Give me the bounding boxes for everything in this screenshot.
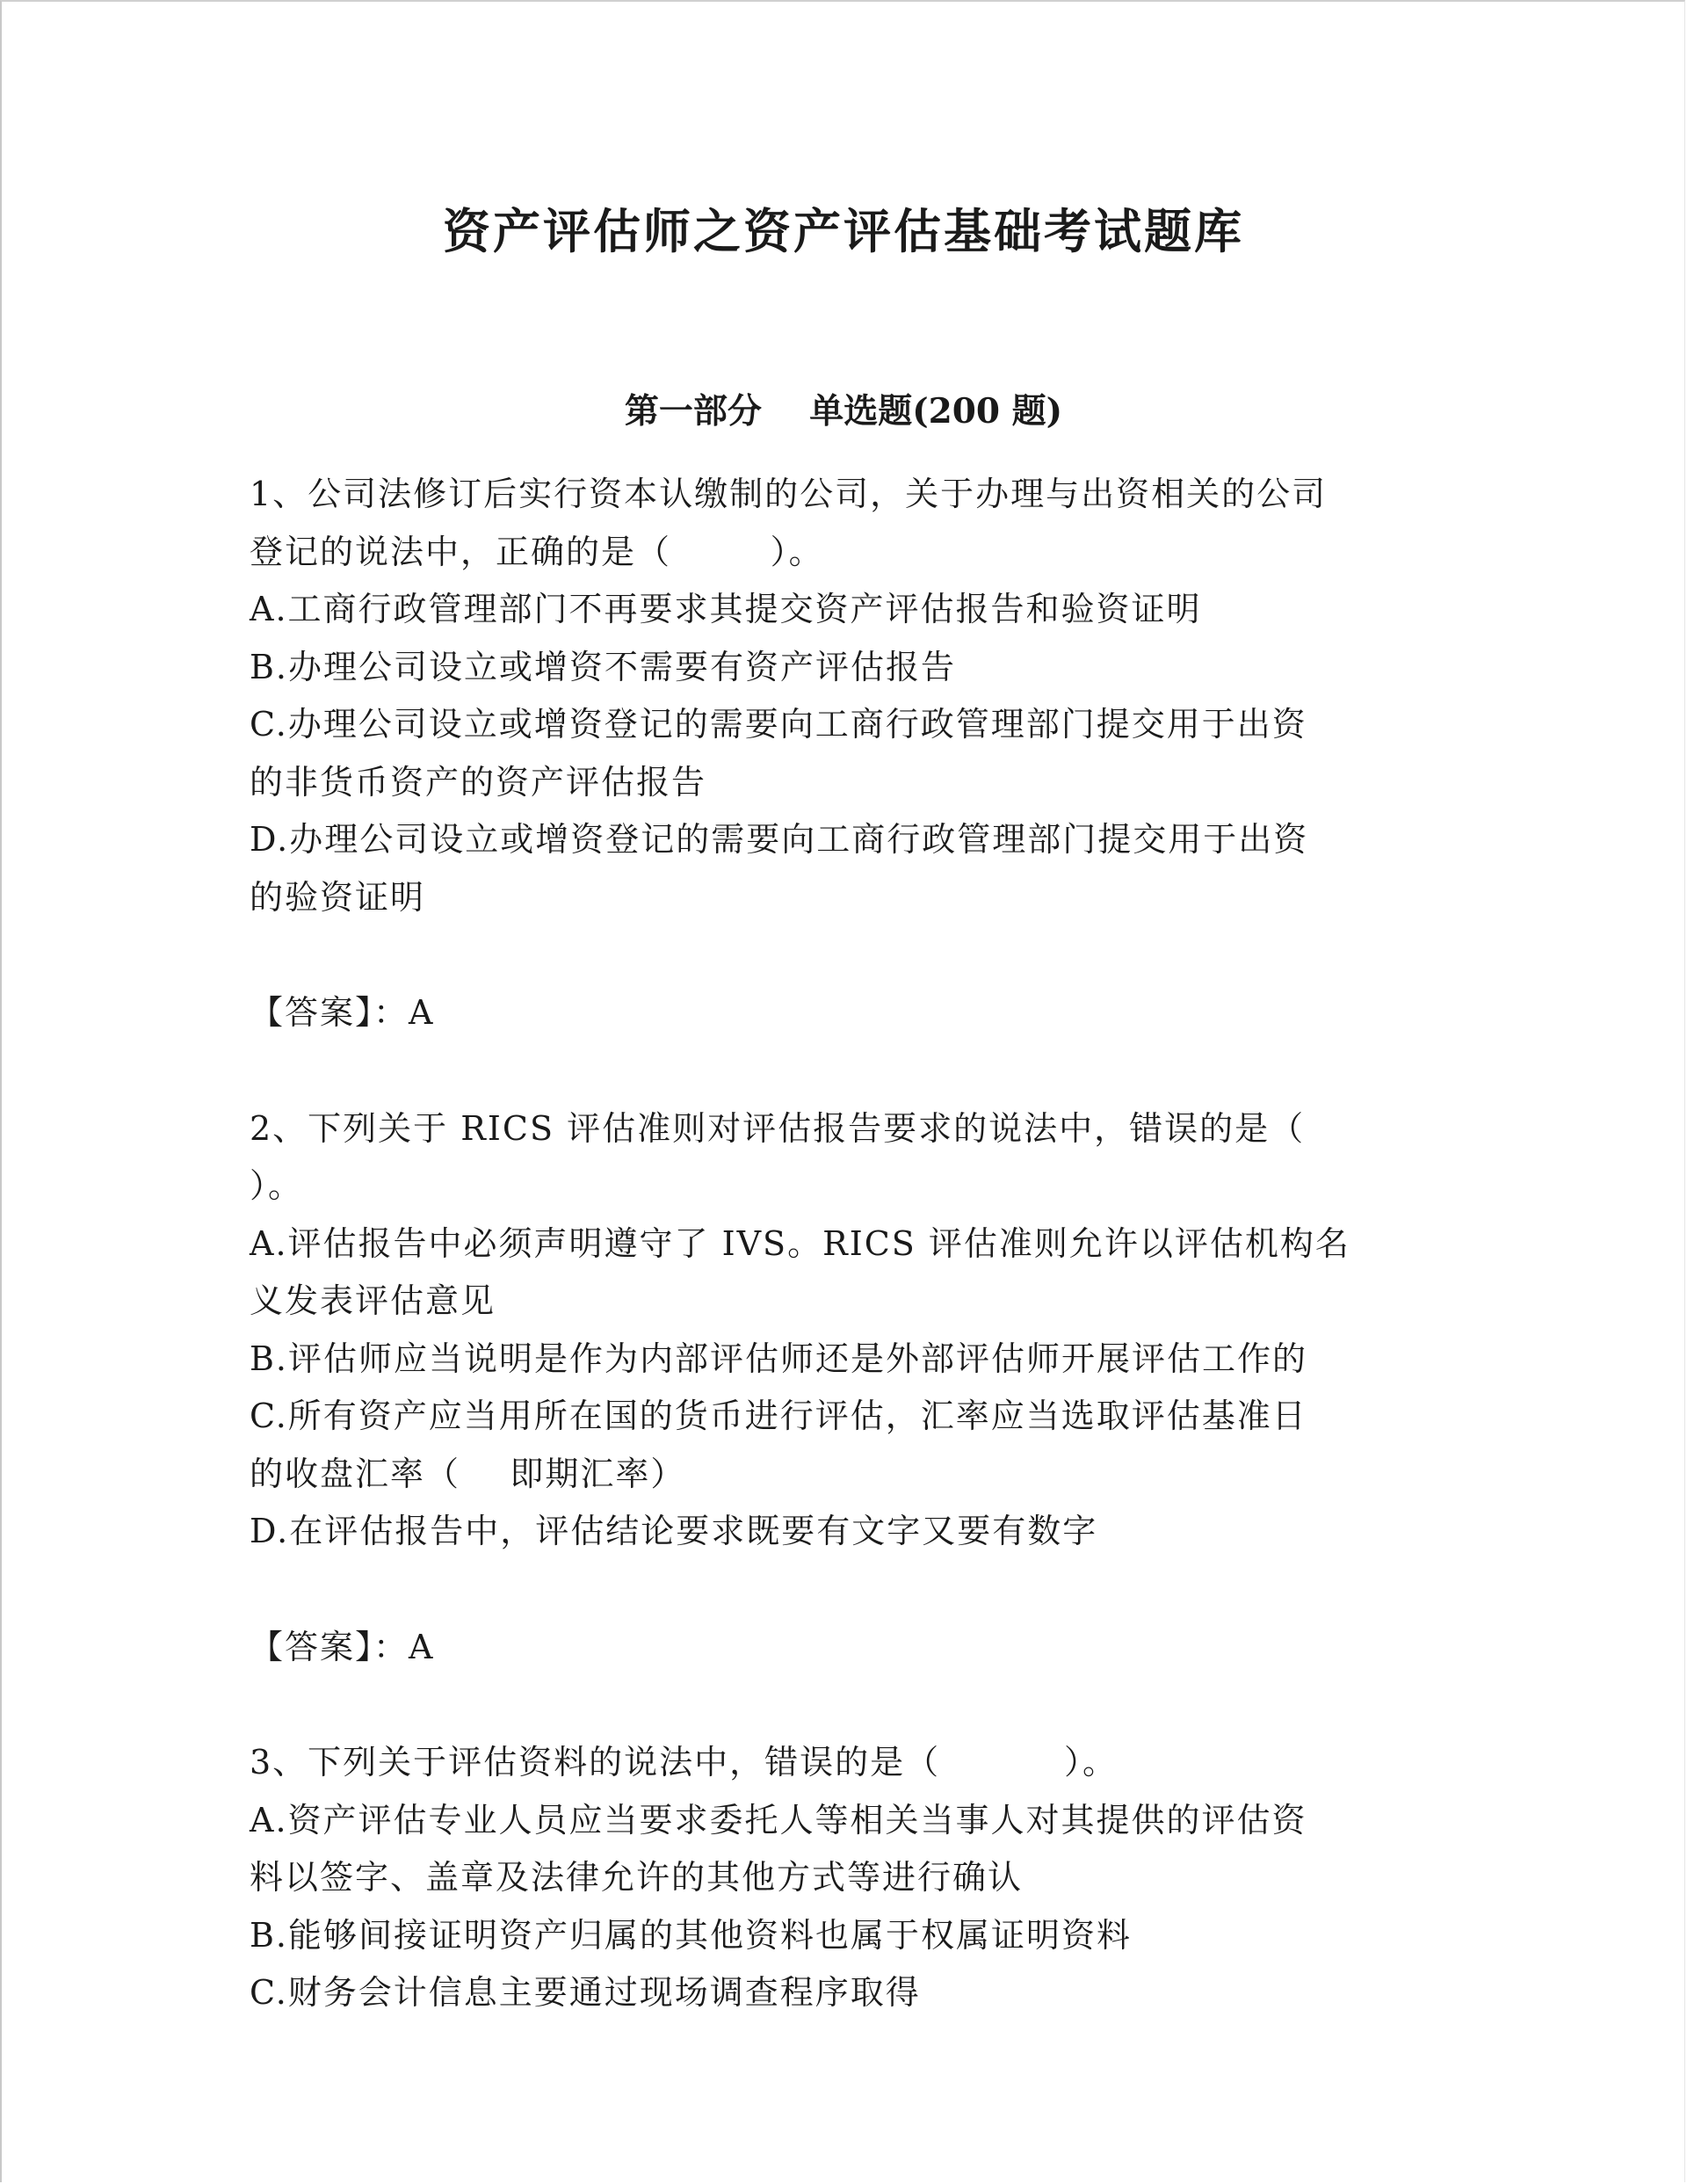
option-line: D.在评估报告中，评估结论要求既要有文字又要有数字 <box>250 1512 1098 1550</box>
option-line: D.办理公司设立或增资登记的需要向工商行政管理部门提交用于出资 <box>250 820 1309 859</box>
option-line: 的收盘汇率（ 即期汇率） <box>250 1454 686 1493</box>
option-line: C.所有资产应当用所在国的货币进行评估，汇率应当选取评估基准日 <box>250 1397 1307 1435</box>
option-line: A.工商行政管理部门不再要求其提交资产评估报告和验资证明 <box>250 590 1202 628</box>
spacer <box>250 1676 1444 1734</box>
option-line: B.能够间接证明资产归属的其他资料也属于权属证明资料 <box>250 1915 1133 1955</box>
spacer <box>250 1561 1444 1619</box>
answer-line: 【答案】：A <box>250 1627 435 1666</box>
question-text-line: 3、下列关于评估资料的说法中，错误的是（ ）。 <box>250 1743 1118 1781</box>
question-text-line: 2、下列关于 RICS 评估准则对评估报告要求的说法中，错误的是（ <box>250 1108 1306 1148</box>
document-title: 资产评估师之资产评估基础考试题库 <box>443 203 1244 259</box>
answer-line: 【答案】：A <box>250 993 435 1032</box>
question-text-line: 1、公司法修订后实行资本认缴制的公司，关于办理与出资相关的公司 <box>250 475 1328 513</box>
option-line: 义发表评估意见 <box>250 1281 496 1320</box>
question-text-line: 登记的说法中，正确的是（ ）。 <box>250 532 824 571</box>
option-line: B.办理公司设立或增资不需要有资产评估报告 <box>250 647 957 686</box>
option-line: A.资产评估专业人员应当要求委托人等相关当事人对其提供的评估资 <box>250 1800 1307 1839</box>
spacer <box>250 1042 1444 1100</box>
spacer <box>250 926 1444 984</box>
question-text-line: ）。 <box>250 1166 304 1205</box>
question-item <box>250 1100 1444 1735</box>
option-line: 料以签字、盖章及法律允许的其他方式等进行确认 <box>250 1858 1024 1897</box>
question-item <box>250 1734 1444 2022</box>
question-list <box>250 466 1444 2022</box>
option-line: C.办理公司设立或增资登记的需要向工商行政管理部门提交用于出资 <box>250 705 1307 744</box>
option-line: A.评估报告中必须声明遵守了 IVS。RICS 评估准则允许以评估机构名 <box>250 1223 1350 1263</box>
option-line: B.评估师应当说明是作为内部评估师还是外部评估师开展评估工作的 <box>250 1339 1308 1378</box>
section-title: 第一部分 单选题(200 题) <box>624 391 1063 432</box>
option-line: 的非货币资产的资产评估报告 <box>250 762 707 802</box>
question-item <box>250 466 1444 1100</box>
option-line: 的验资证明 <box>250 877 426 917</box>
option-line: C.财务会计信息主要通过现场调查程序取得 <box>250 1973 921 2012</box>
